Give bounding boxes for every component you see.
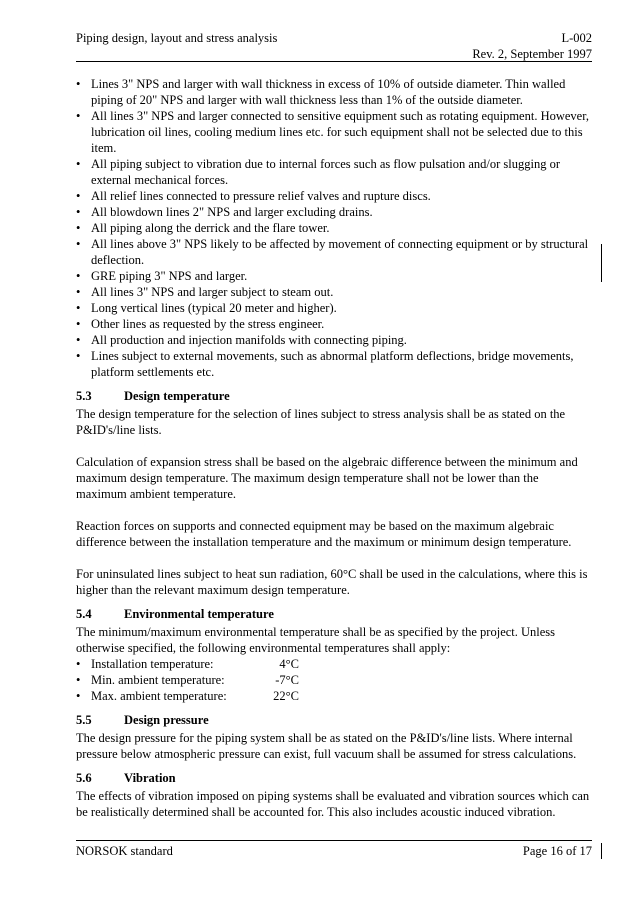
bullet-icon: • — [76, 77, 81, 91]
header-doc-id: L-002 — [561, 31, 592, 45]
section-vibration — [76, 770, 592, 820]
section-heading: 5.4 Environmental temperature — [76, 607, 274, 621]
list-item: • All lines above 3" NPS likely to be affected by movement of connecting equipment or by structural deflection. — [76, 237, 589, 267]
bullet-icon: • — [76, 673, 81, 687]
list-item: • All lines 3" NPS and larger connected to sensitive equipment such as rotating equipment. However, lubrication oil lines, cooling medium lines etc. for such equipment shall not be selected due to this item. — [76, 109, 590, 155]
paragraph: The design temperature for the selection of lines subject to stress analysis shall be as stated on the P&ID's/line lists. — [76, 407, 566, 437]
list-item: • Installation temperature: 4°C — [76, 657, 299, 671]
list-item: • All blowdown lines 2" NPS and larger excluding drains. — [76, 205, 373, 219]
paragraph: Calculation of expansion stress shall be based on the algebraic difference between the minimum and maximum design temperature. The maximum design temperature shall not be lower than the maximum ambient temperature. — [76, 455, 578, 501]
footer-standard: NORSOK standard — [76, 844, 173, 858]
header-title: Piping design, layout and stress analysis — [76, 31, 278, 45]
bullet-icon: • — [76, 269, 81, 283]
list-item: • Min. ambient temperature: -7°C — [76, 673, 299, 687]
bullet-icon: • — [76, 221, 81, 235]
list-item: • All piping subject to vibration due to internal forces such as flow pulsation and/or slugging or external mechanical forces. — [76, 157, 561, 187]
list-item: • Lines 3" NPS and larger with wall thickness in excess of 10% of outside diameter. Thin walled piping of 20" NPS and larger with wall thickness less than 1% of the outside diameter. — [76, 77, 566, 107]
section-heading: 5.5 Design pressure — [76, 713, 209, 727]
footer-page-number: Page 16 of 17 — [522, 844, 592, 858]
bullet-icon: • — [76, 657, 81, 671]
paragraph: The effects of vibration imposed on piping systems shall be evaluated and vibration sources which can be realistically determined shall be accounted for. This also includes acoustic induced vibration. — [76, 789, 590, 819]
paragraph: For uninsulated lines subject to heat sun radiation, 60°C shall be used in the calculations, where this is higher than the relevant maximum design temperature. — [76, 567, 588, 597]
bullet-icon: • — [76, 333, 81, 347]
list-item: • All relief lines connected to pressure relief valves and rupture discs. — [76, 189, 431, 203]
bullet-icon: • — [76, 109, 81, 123]
section-heading: 5.6 Vibration — [76, 771, 176, 785]
bullet-icon: • — [76, 349, 81, 363]
bullet-icon: • — [76, 205, 81, 219]
footer-change-bar — [601, 843, 602, 859]
section-heading: 5.3 Design temperature — [76, 389, 230, 403]
main-content — [76, 76, 592, 820]
header-rule — [76, 61, 592, 62]
header-revision: Rev. 2, September 1997 — [472, 47, 592, 61]
list-item: • Long vertical lines (typical 20 meter and higher). — [76, 301, 337, 315]
list-item: • All production and injection manifolds with connecting piping. — [76, 333, 407, 347]
list-item: • All lines 3" NPS and larger subject to steam out. — [76, 285, 334, 299]
section-environmental-temperature — [76, 606, 592, 704]
bullet-icon: • — [76, 285, 81, 299]
stress-analysis-criteria-list — [76, 76, 592, 380]
paragraph: The minimum/maximum environmental temperature shall be as specified by the project. Unless otherwise specified, the following environmental temperatures shall apply: — [76, 625, 556, 655]
list-item: • GRE piping 3" NPS and larger. — [76, 269, 248, 283]
bullet-icon: • — [76, 237, 81, 251]
footer-rule — [76, 840, 592, 841]
revision-change-bar — [601, 244, 602, 282]
paragraph: Reaction forces on supports and connected equipment may be based on the maximum algebraic difference between the installation temperature and the maximum or minimum design temperature. — [76, 519, 572, 549]
bullet-icon: • — [76, 689, 81, 703]
bullet-icon: • — [76, 301, 81, 315]
bullet-icon: • — [76, 157, 81, 171]
list-item: • Max. ambient temperature: 22°C — [76, 689, 299, 703]
paragraph: The design pressure for the piping system shall be as stated on the P&ID's/line lists. Where internal pressure below atmospheric pressure can exist, full vacuum shall be assumed for stress calculations. — [76, 731, 577, 761]
section-design-pressure — [76, 712, 592, 762]
bullet-icon: • — [76, 317, 81, 331]
list-item: • Lines subject to external movements, such as abnormal platform deflections, bridge movements, platform settlements etc. — [76, 349, 574, 379]
temperature-list — [76, 656, 592, 704]
bullet-icon: • — [76, 189, 81, 203]
section-design-temperature — [76, 388, 592, 598]
list-item: • All piping along the derrick and the flare tower. — [76, 221, 330, 235]
list-item: • Other lines as requested by the stress engineer. — [76, 317, 325, 331]
